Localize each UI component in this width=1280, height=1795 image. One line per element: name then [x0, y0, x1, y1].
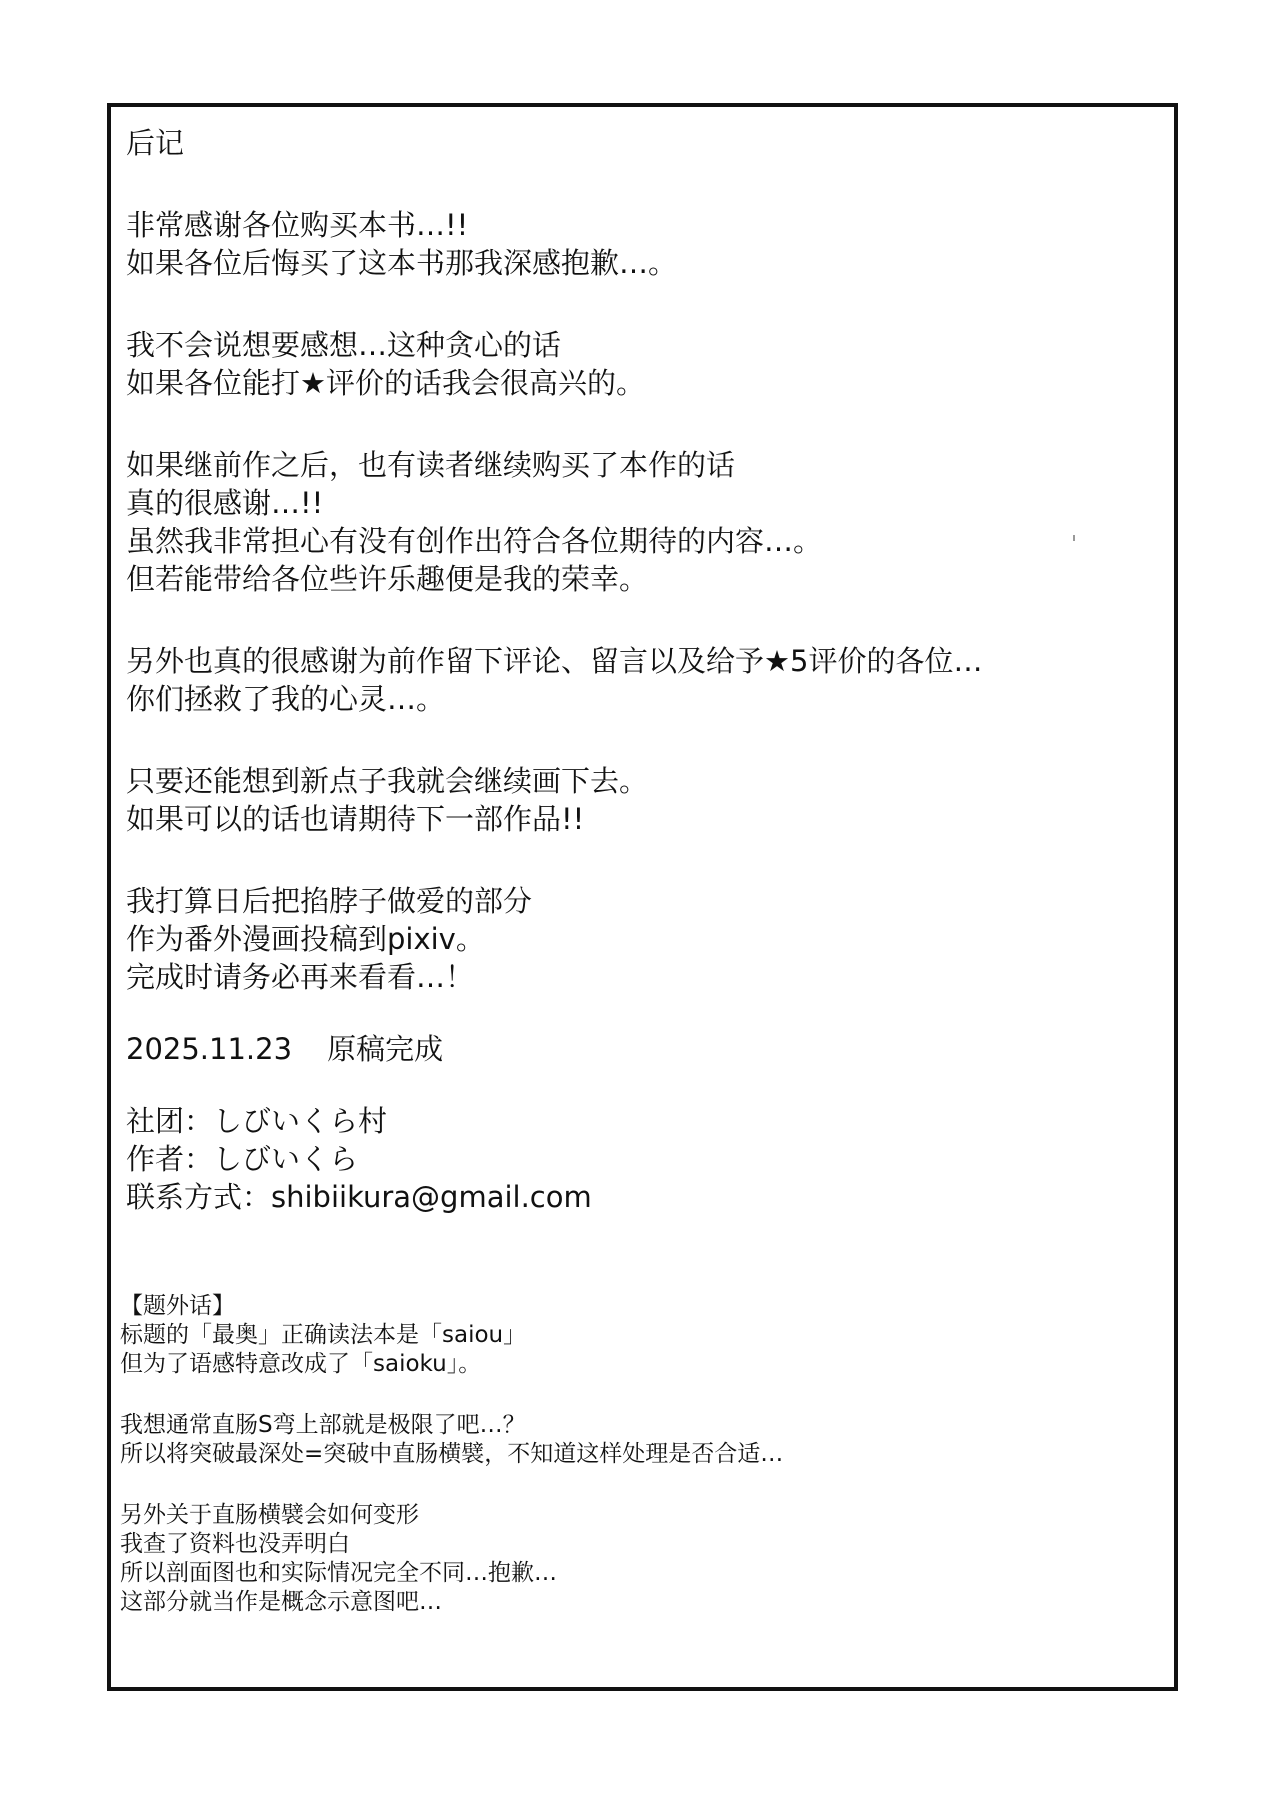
text-line: 非常感谢各位购买本书…!!: [126, 208, 469, 242]
aside-paragraph-title-reading: [120, 1321, 1160, 1379]
paragraph-reviews: [126, 642, 1166, 718]
text-line: 如果各位后悔买了这本书那我深感抱歉…。: [126, 246, 678, 280]
text-line: 另外也真的很感谢为前作留下评论、留言以及给予★5评价的各位…: [126, 644, 983, 678]
aside-notes: [120, 1292, 1160, 1617]
completion-date: 2025.11.23: [126, 1032, 293, 1066]
text-line: 这部分就当作是概念示意图吧…: [120, 1589, 442, 1615]
paragraph-next-work: [126, 762, 1166, 838]
text-line: 如果继前作之后，也有读者继续购买了本作的话: [126, 448, 736, 482]
contact-email: 联系方式：shibiikura@gmail.com: [126, 1180, 592, 1214]
text-line: 但为了语感特意改成了「saioku」。: [120, 1351, 482, 1377]
paragraph-rating: [126, 326, 1166, 402]
paragraph-pixiv: [126, 882, 1166, 996]
aside-paragraph-diagram: [120, 1501, 1160, 1617]
author-name: 作者：しびいくら: [126, 1142, 359, 1176]
text-line: 我查了资料也没弄明白: [120, 1531, 350, 1557]
text-line: 我想通常直肠S弯上部就是极限了吧…？: [120, 1412, 526, 1438]
text-line: 如果各位能打★评价的话我会很高兴的。: [126, 366, 645, 400]
text-line: 标题的「最奥」正确读法本是「saiou」: [120, 1322, 527, 1348]
text-line: 我打算日后把掐脖子做爱的部分: [126, 884, 533, 918]
text-line: 只要还能想到新点子我就会继续画下去。: [126, 764, 649, 798]
text-line: 我不会说想要感想…这种贪心的话: [126, 328, 562, 362]
text-line: 另外关于直肠横襞会如何变形: [120, 1502, 419, 1528]
paragraph-previous-work: [126, 446, 1166, 598]
text-line: 所以将突破最深处=突破中直肠横襞，不知道这样处理是否合适…: [120, 1441, 784, 1467]
text-line: 真的很感谢…!!: [126, 486, 324, 520]
paragraph-thanks: [126, 206, 1166, 282]
text-line: 如果可以的话也请期待下一部作品!!: [126, 802, 585, 836]
text-line: 完成时请务必再来看看…！: [126, 960, 475, 994]
aside-paragraph-anatomy: [120, 1411, 1160, 1469]
afterword-title: 后记: [126, 126, 185, 160]
credits: [126, 1102, 1166, 1216]
text-line: 作为番外漫画投稿到pixiv。: [126, 922, 485, 956]
completion-label: 原稿完成: [327, 1032, 444, 1066]
circle-name: 社团：しびいくら村: [126, 1104, 388, 1138]
afterword-main: [126, 124, 1166, 1216]
text-line: 但若能带给各位些许乐趣便是我的荣幸。: [126, 562, 649, 596]
text-line: 虽然我非常担心有没有创作出符合各位期待的内容…。: [126, 524, 823, 558]
aside-heading: 【题外话】: [120, 1293, 235, 1319]
text-line: 你们拯救了我的心灵…。: [126, 682, 446, 716]
completion-line: [126, 1030, 1166, 1068]
text-line: 所以剖面图也和实际情况完全不同…抱歉…: [120, 1560, 557, 1586]
